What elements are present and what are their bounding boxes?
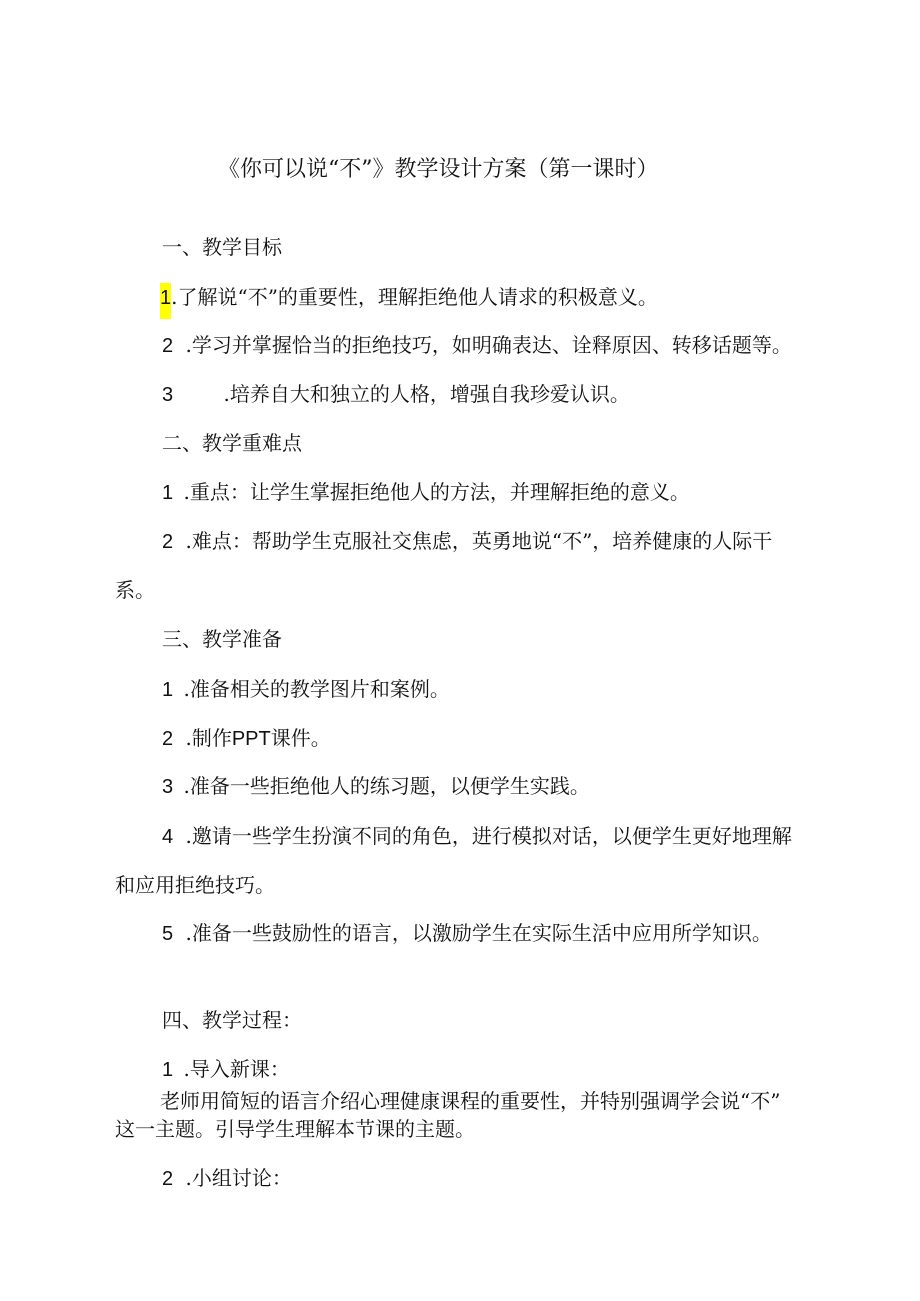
preparation-item-2: [162, 725, 331, 752]
preparation-text-5: .准备一些鼓励性的语言，以激励学生在实际生活中应用所学知识。: [185, 921, 772, 945]
item-number: 2: [162, 728, 174, 750]
item-number: 5: [162, 923, 174, 945]
key-point-text-2: .难点：帮助学生克服社交焦虑，英勇地说“不”，培养健康的人际干: [185, 529, 773, 553]
preparation-text-2-pre: .制作: [185, 726, 232, 750]
objective-item-1: [160, 284, 658, 311]
preparation-text-4: .邀请一些学生扮演不同的角色，进行模拟对话，以便学生更好地理解: [185, 824, 792, 848]
preparation-item-3: [162, 773, 590, 800]
item-number: 3: [162, 776, 174, 798]
preparation-item-1: [162, 676, 450, 703]
preparation-text-2-ppt: PPT: [231, 728, 271, 750]
item-number: 1: [162, 679, 174, 701]
section-heading-process: 四、教学过程：: [162, 1008, 302, 1032]
preparation-text-3: .准备一些拒绝他人的练习题，以便学生实践。: [183, 774, 590, 798]
highlighted-number: 1: [160, 283, 171, 319]
process-paragraph-line-2: 这一主题。引导学生理解本节课的主题。: [115, 1117, 475, 1141]
process-item-1: [162, 1056, 290, 1083]
section-heading-objectives: 一、教学目标: [162, 235, 282, 259]
item-number: 4: [162, 826, 174, 848]
process-paragraph-line-1: 老师用简短的语言介绍心理健康课程的重要性，并特别强调学会说“不”: [160, 1089, 781, 1113]
preparation-text-1: .准备相关的教学图片和案例。: [183, 677, 450, 701]
key-point-item-2-continuation: 系。: [115, 578, 155, 602]
objective-text-3: .培养自大和独立的人格，增强自我珍爱认识。: [223, 382, 630, 406]
preparation-item-4: [162, 823, 792, 850]
item-number: 1: [162, 1059, 174, 1081]
objective-item-2: [162, 332, 792, 359]
preparation-item-5: [162, 920, 772, 947]
item-number: 1: [162, 482, 174, 504]
objective-item-3: [162, 381, 630, 408]
objective-text-2: .学习并掌握恰当的拒绝技巧，如明确表达、诠释原因、转移话题等。: [185, 333, 792, 357]
preparation-item-4-continuation: 和应用拒绝技巧。: [115, 873, 275, 897]
process-text-1: .导入新课：: [183, 1057, 290, 1081]
key-point-item-2: [162, 528, 772, 555]
item-number: 3: [162, 384, 174, 406]
key-point-item-1: [162, 479, 690, 506]
item-number: 2: [162, 1168, 174, 1190]
process-item-2: [162, 1165, 292, 1192]
section-heading-key-points: 二、教学重难点: [162, 431, 302, 455]
item-number: 2: [162, 335, 174, 357]
objective-text-1: .了解说“不”的重要性，理解拒绝他人请求的积极意义。: [171, 285, 658, 309]
section-heading-preparation: 三、教学准备: [162, 627, 282, 651]
process-text-2: .小组讨论：: [185, 1166, 292, 1190]
preparation-text-2-post: 课件。: [270, 726, 331, 750]
key-point-text-1: .重点：让学生掌握拒绝他人的方法，并理解拒绝的意义。: [183, 480, 690, 504]
item-number: 2: [162, 531, 174, 553]
document-title: 《你可以说“不”》教学设计方案（第一课时）: [218, 157, 659, 182]
